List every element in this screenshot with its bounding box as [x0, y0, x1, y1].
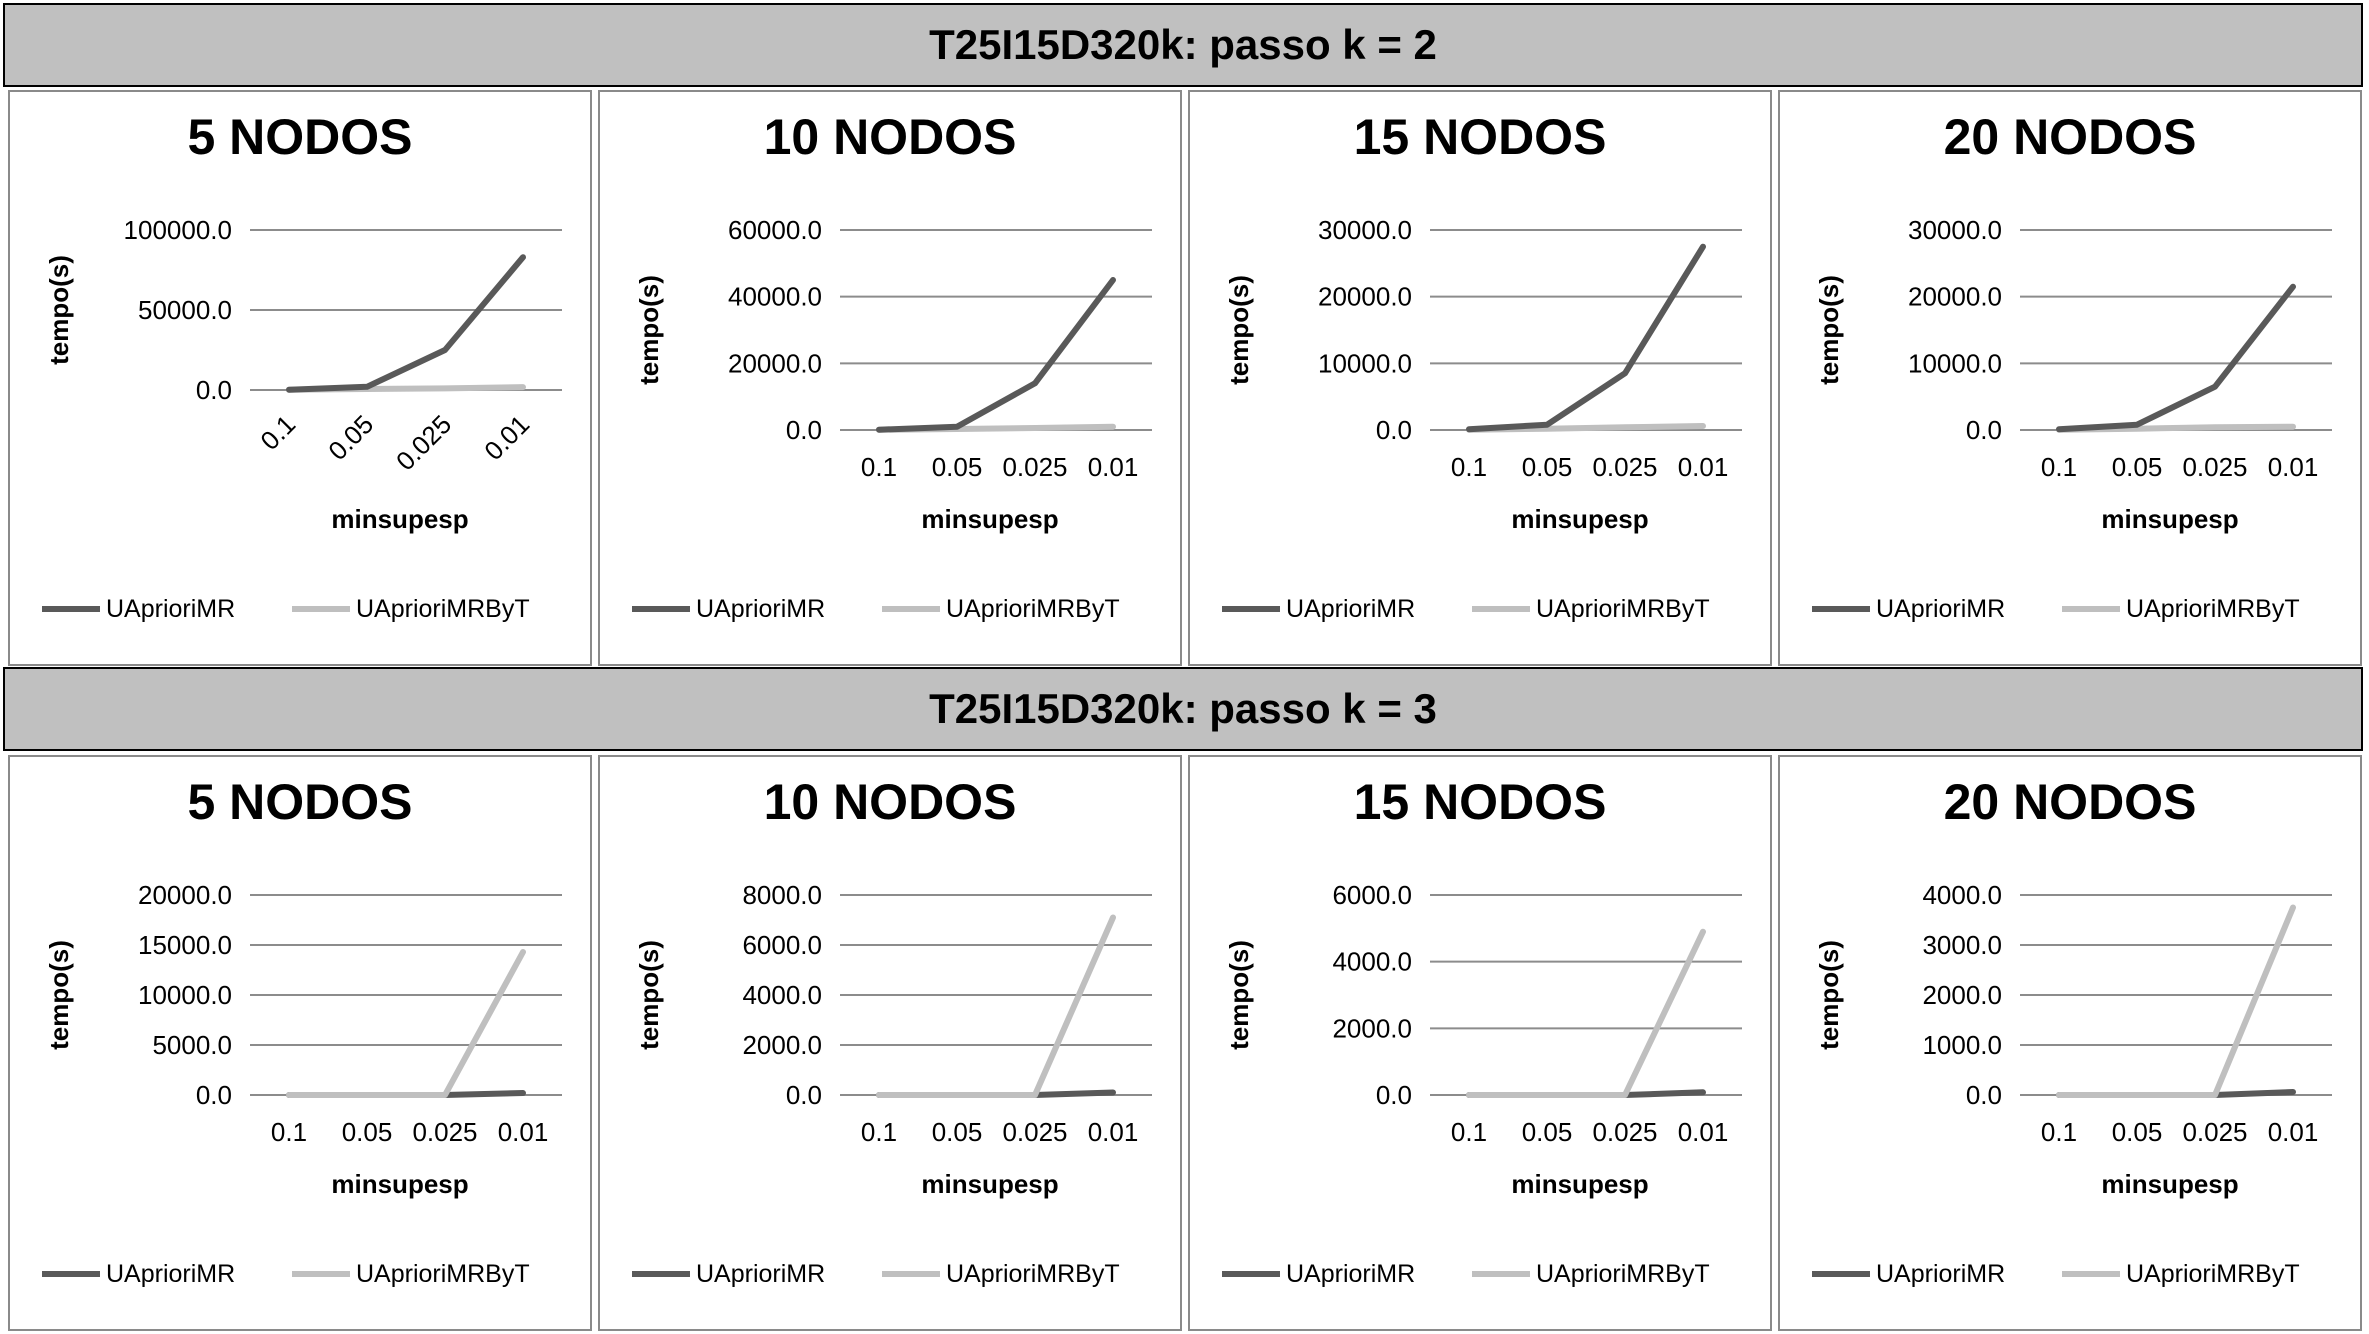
y-axis-label: tempo(s)	[1814, 940, 1844, 1050]
x-axis-label: minsupesp	[921, 1169, 1059, 1199]
y-axis-label: tempo(s)	[1224, 940, 1254, 1050]
legend-label: UAprioriMRByT	[356, 1260, 530, 1288]
y-tick-label: 20000.0	[1318, 281, 1412, 312]
y-tick-label: 100000.0	[123, 215, 232, 245]
y-tick-label: 0.0	[1965, 1080, 2002, 1110]
series-line	[1469, 932, 1703, 1095]
y-tick-label: 0.0	[785, 415, 822, 445]
chart-legend	[632, 1260, 1120, 1288]
series-line	[879, 280, 1113, 430]
chart-panel	[8, 90, 592, 666]
x-tick-label: 0.1	[860, 1117, 898, 1147]
y-tick-label: 50000.0	[138, 295, 232, 325]
x-tick-label: 0.025	[1002, 1117, 1068, 1147]
x-tick-label: 0.01	[2267, 1117, 2319, 1147]
y-tick-label: 10000.0	[1908, 348, 2002, 379]
x-tick-label: 0.01	[1677, 1117, 1729, 1147]
chart-panel	[1188, 755, 1772, 1331]
y-tick-label: 10000.0	[138, 980, 232, 1010]
y-tick-label: 0.0	[1965, 415, 2002, 445]
legend-label: UAprioriMR	[696, 1260, 826, 1288]
legend-label: UAprioriMRByT	[356, 595, 530, 623]
x-axis-label: minsupesp	[2101, 504, 2239, 534]
legend-label: UAprioriMRByT	[2126, 595, 2300, 623]
y-tick-label: 0.0	[195, 1080, 232, 1110]
x-axis-label: minsupesp	[331, 1169, 469, 1199]
y-tick-label: 0.0	[1375, 415, 1412, 445]
x-tick-label: 0.1	[1450, 1117, 1488, 1147]
line-chart	[600, 92, 1180, 664]
x-tick-label: 0.01	[2267, 452, 2319, 482]
series-line	[2059, 287, 2293, 430]
series-line	[289, 952, 523, 1095]
legend-label: UAprioriMRByT	[946, 595, 1120, 623]
legend-label: UAprioriMR	[696, 595, 826, 623]
legend-label: UAprioriMR	[1876, 1260, 2006, 1288]
chart-title: 15 NODOS	[1353, 774, 1607, 830]
legend-label: UAprioriMR	[1286, 1260, 1416, 1288]
chart-panel	[598, 755, 1182, 1331]
y-tick-label: 15000.0	[138, 930, 232, 960]
chart-title: 20 NODOS	[1943, 109, 2197, 165]
y-tick-label: 0.0	[1375, 1080, 1412, 1110]
legend-label: UAprioriMR	[1286, 595, 1416, 623]
chart-panel	[1778, 90, 2362, 666]
x-axis-label: minsupesp	[1511, 1169, 1649, 1199]
series-line	[289, 257, 523, 390]
chart-legend	[42, 1260, 530, 1288]
x-tick-label: 0.025	[2182, 1117, 2248, 1147]
x-tick-label: 0.05	[2111, 1117, 2163, 1147]
y-tick-label: 20000.0	[138, 880, 232, 910]
x-tick-label: 0.05	[1521, 452, 1573, 482]
y-axis-label: tempo(s)	[1224, 275, 1254, 385]
chart-legend	[1222, 1260, 1710, 1288]
y-axis-label: tempo(s)	[634, 275, 664, 385]
line-chart	[1780, 92, 2360, 664]
y-tick-label: 60000.0	[728, 215, 822, 245]
x-tick-label: 0.05	[1521, 1117, 1573, 1147]
x-tick-label: 0.05	[931, 1117, 983, 1147]
y-tick-label: 1000.0	[1922, 1030, 2002, 1060]
line-chart	[1780, 757, 2360, 1329]
y-axis-label: tempo(s)	[1814, 275, 1844, 385]
y-tick-label: 5000.0	[152, 1030, 232, 1060]
x-tick-label: 0.01	[1677, 452, 1729, 482]
x-tick-label: 0.1	[2040, 452, 2078, 482]
line-chart	[600, 757, 1180, 1329]
y-axis-label: tempo(s)	[634, 940, 664, 1050]
x-tick-label: 0.05	[341, 1117, 393, 1147]
x-tick-label: 0.025	[390, 409, 458, 477]
line-chart	[1190, 757, 1770, 1329]
y-tick-label: 4000.0	[742, 980, 822, 1010]
x-tick-label: 0.025	[412, 1117, 478, 1147]
x-tick-label: 0.1	[254, 409, 302, 456]
y-tick-label: 6000.0	[1332, 880, 1412, 910]
y-tick-label: 30000.0	[1318, 215, 1412, 245]
y-tick-label: 2000.0	[742, 1030, 822, 1060]
x-tick-label: 0.01	[1087, 452, 1139, 482]
x-tick-label: 0.025	[1002, 452, 1068, 482]
x-tick-label: 0.05	[2111, 452, 2163, 482]
chart-panel	[8, 755, 592, 1331]
chart-legend	[42, 595, 530, 623]
y-axis-label: tempo(s)	[44, 940, 74, 1050]
legend-label: UAprioriMR	[106, 595, 236, 623]
x-tick-label: 0.01	[478, 409, 536, 467]
legend-label: UAprioriMRByT	[2126, 1260, 2300, 1288]
line-chart	[1190, 92, 1770, 664]
legend-label: UAprioriMRByT	[1536, 595, 1710, 623]
chart-legend	[632, 595, 1120, 623]
chart-panel	[1778, 755, 2362, 1331]
x-axis-label: minsupesp	[1511, 504, 1649, 534]
y-tick-label: 20000.0	[1908, 281, 2002, 312]
x-tick-label: 0.1	[860, 452, 898, 482]
x-tick-label: 0.01	[1087, 1117, 1139, 1147]
legend-label: UAprioriMRByT	[1536, 1260, 1710, 1288]
y-tick-label: 8000.0	[742, 880, 822, 910]
y-tick-label: 40000.0	[728, 281, 822, 312]
x-tick-label: 0.1	[2040, 1117, 2078, 1147]
chart-legend	[1812, 595, 2300, 623]
section-header-k3: T25I15D320k: passo k = 3	[3, 667, 2363, 751]
y-tick-label: 30000.0	[1908, 215, 2002, 245]
x-tick-label: 0.1	[270, 1117, 308, 1147]
y-tick-label: 4000.0	[1922, 880, 2002, 910]
chart-title: 5 NODOS	[187, 109, 413, 165]
x-tick-label: 0.025	[2182, 452, 2248, 482]
legend-label: UAprioriMR	[1876, 595, 2006, 623]
x-axis-label: minsupesp	[921, 504, 1059, 534]
x-tick-label: 0.05	[322, 409, 380, 467]
y-tick-label: 2000.0	[1332, 1013, 1412, 1044]
y-tick-label: 0.0	[195, 375, 232, 405]
y-tick-label: 3000.0	[1922, 930, 2002, 960]
x-tick-label: 0.025	[1592, 1117, 1658, 1147]
x-axis-label: minsupesp	[331, 504, 469, 534]
x-tick-label: 0.01	[497, 1117, 549, 1147]
y-tick-label: 0.0	[785, 1080, 822, 1110]
chart-legend	[1222, 595, 1710, 623]
y-tick-label: 2000.0	[1922, 980, 2002, 1010]
chart-title: 10 NODOS	[763, 109, 1017, 165]
x-tick-label: 0.025	[1592, 452, 1658, 482]
series-line	[2059, 908, 2293, 1096]
chart-panel	[1188, 90, 1772, 666]
chart-title: 5 NODOS	[187, 774, 413, 830]
x-axis-label: minsupesp	[2101, 1169, 2239, 1199]
line-chart	[10, 757, 590, 1329]
section-header-k2: T25I15D320k: passo k = 2	[3, 3, 2363, 87]
y-tick-label: 4000.0	[1332, 946, 1412, 977]
chart-title: 20 NODOS	[1943, 774, 2197, 830]
chart-legend	[1812, 1260, 2300, 1288]
x-tick-label: 0.1	[1450, 452, 1488, 482]
x-tick-label: 0.05	[931, 452, 983, 482]
legend-label: UAprioriMR	[106, 1260, 236, 1288]
legend-label: UAprioriMRByT	[946, 1260, 1120, 1288]
y-tick-label: 6000.0	[742, 930, 822, 960]
chart-title: 10 NODOS	[763, 774, 1017, 830]
y-tick-label: 20000.0	[728, 348, 822, 379]
series-line	[1469, 247, 1703, 430]
y-tick-label: 10000.0	[1318, 348, 1412, 379]
y-axis-label: tempo(s)	[44, 255, 74, 365]
line-chart	[10, 92, 590, 664]
chart-panel	[598, 90, 1182, 666]
chart-title: 15 NODOS	[1353, 109, 1607, 165]
